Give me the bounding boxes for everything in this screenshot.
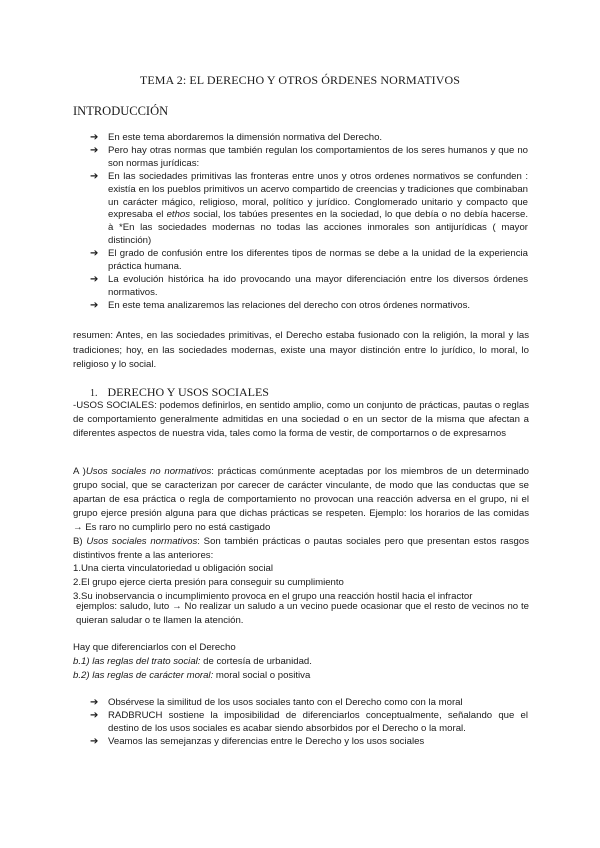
final-bullet-list bbox=[90, 697, 528, 749]
arrow-icon: ➔ bbox=[90, 248, 99, 260]
arrow-icon: ➔ bbox=[90, 299, 99, 311]
usos-normativos-label: Usos sociales normativos bbox=[86, 536, 198, 547]
list-item: 1.Una cierta vinculatoriedad u obligación social bbox=[73, 563, 273, 574]
diferenciar-block bbox=[73, 641, 529, 683]
list-item: ➔ RADBRUCH sostiene la imposibilidad de diferenciarlos conceptualmente, señalando que el destino de los usos sociales es acabar siendo absorbidos por el Derecho o la moral. bbox=[90, 709, 528, 734]
arrow-icon: ➔ bbox=[90, 132, 99, 143]
arrow-icon: ➔ bbox=[90, 170, 99, 182]
section-heading bbox=[90, 385, 269, 400]
section-number: 1. bbox=[90, 388, 98, 399]
list-item: ➔ En este tema analizaremos las relaciones del derecho con otros órdenes normativos. bbox=[90, 299, 471, 311]
arrow-icon: ➔ bbox=[90, 273, 99, 285]
section-title: DERECHO Y USOS SOCIALES bbox=[107, 385, 269, 399]
arrow-icon: ➔ bbox=[90, 735, 99, 747]
usos-no-normativos-paragraph: A )Usos sociales no normativos: prácticas comúnmente aceptadas por los miembros de un determinado grupo social, que se caracterizan por carecer de carácter vinculante, de modo que las conductas que se apartan de esa práctica o regla de comportamiento no provocan una reacción adversa en el grupo, ni el grupo ejerce presión alguna para que dichas prácticas se respeten. Ejemplo: los horarios de las comidas → Es raro no cumplirlo pero no está castigado bbox=[73, 466, 529, 533]
list-item: ➔ Veamos las semejanzas y diferencias entre le Derecho y los usos sociales bbox=[90, 735, 425, 747]
list-item: 2.El grupo ejerce cierta presión para conseguir su cumplimiento bbox=[73, 576, 344, 588]
arrow-icon: ➔ bbox=[90, 709, 99, 721]
list-item: 3.Su inobservancia o incumplimiento provoca en el grupo una reacción hostil hacia el infractor bbox=[73, 590, 473, 602]
diferenciar-intro: Hay que diferenciarlos con el Derecho bbox=[73, 642, 236, 653]
usos-sociales-definition: -USOS SOCIALES: podemos definirlos, en sentido amplio, como un conjunto de prácticas, pautas o reglas de comportamiento generalmente admitidas en una sociedad o en un sector de la misma que afectan a diferentes aspectos de nuestra vida, tales como la forma de vestir, de comportarnos o de expresarnos bbox=[73, 400, 529, 439]
ethos-term: ethos bbox=[166, 209, 191, 221]
list-item: ➔ Obsérvese la similitud de los usos sociales tanto con el Derecho como con la moral bbox=[90, 697, 463, 708]
intro-bullet-list bbox=[90, 132, 528, 313]
page-title: TEMA 2: EL DERECHO Y OTROS ÓRDENES NORMATIVOS bbox=[139, 73, 461, 87]
usos-normativos-paragraph: B) Usos sociales normativos: Son también prácticas o pautas sociales pero que presentan estos rasgos distintivos frente a las anteriores: bbox=[73, 536, 530, 561]
caracter-moral-line: b.2) las reglas de carácter moral: moral social o positiva bbox=[73, 669, 311, 681]
list-item: ➔ En este tema abordaremos la dimensión normativa del Derecho. bbox=[90, 132, 383, 143]
list-item: ➔ En las sociedades primitivas las fronteras entre unos y otros ordenes normativos se confunden : existía en los pueblos primitivos un acervo compartido de creencias y tradiciones que combinaban un carácter mágico, religioso, moral, político y jurídico. Conglomerado unitario y compacto que expresaba el ethos social, los tabúes presentes en la sociedad, lo que debía o no debía hacerse. à *En las sociedades modernas no todas las acciones inmorales son antijurídicas ( mayor distinción) bbox=[90, 170, 528, 247]
usos-normativos-example: ejemplos: saludo, luto → No realizar un saludo a un vecino puede ocasionar que el resto de vecinos no te quieran saludar o te llamen la atención. bbox=[76, 601, 529, 626]
list-item: ➔ El grado de confusión entre los diferentes tipos de normas se debe a la unidad de la experiencia práctica humana. bbox=[90, 248, 528, 273]
rasgos-list bbox=[73, 562, 529, 604]
list-item: ➔ Pero hay otras normas que también regulan los comportamientos de los seres humanos y que no son normas jurídicas: bbox=[90, 144, 528, 169]
resumen-paragraph: resumen: Antes, en las sociedades primitivas, el Derecho estaba fusionado con la religión, la moral y las tradiciones; hoy, en las sociedades modernas, existe una mayor distinción entre lo jurídico, lo moral, lo religioso y lo social. bbox=[73, 330, 529, 370]
arrow-icon: ➔ bbox=[90, 144, 99, 156]
trato-social-line: b.1) las reglas del trato social: de cortesía de urbanidad. bbox=[73, 655, 312, 667]
arrow-icon: ➔ bbox=[90, 697, 99, 708]
usos-no-normativos-label: Usos sociales no normativos bbox=[85, 466, 212, 477]
list-item: ➔ La evolución histórica ha ido provocando una mayor diferenciación entre los diversos órdenes normativos. bbox=[90, 273, 528, 298]
intro-heading: INTRODUCCIÓN bbox=[73, 104, 169, 118]
